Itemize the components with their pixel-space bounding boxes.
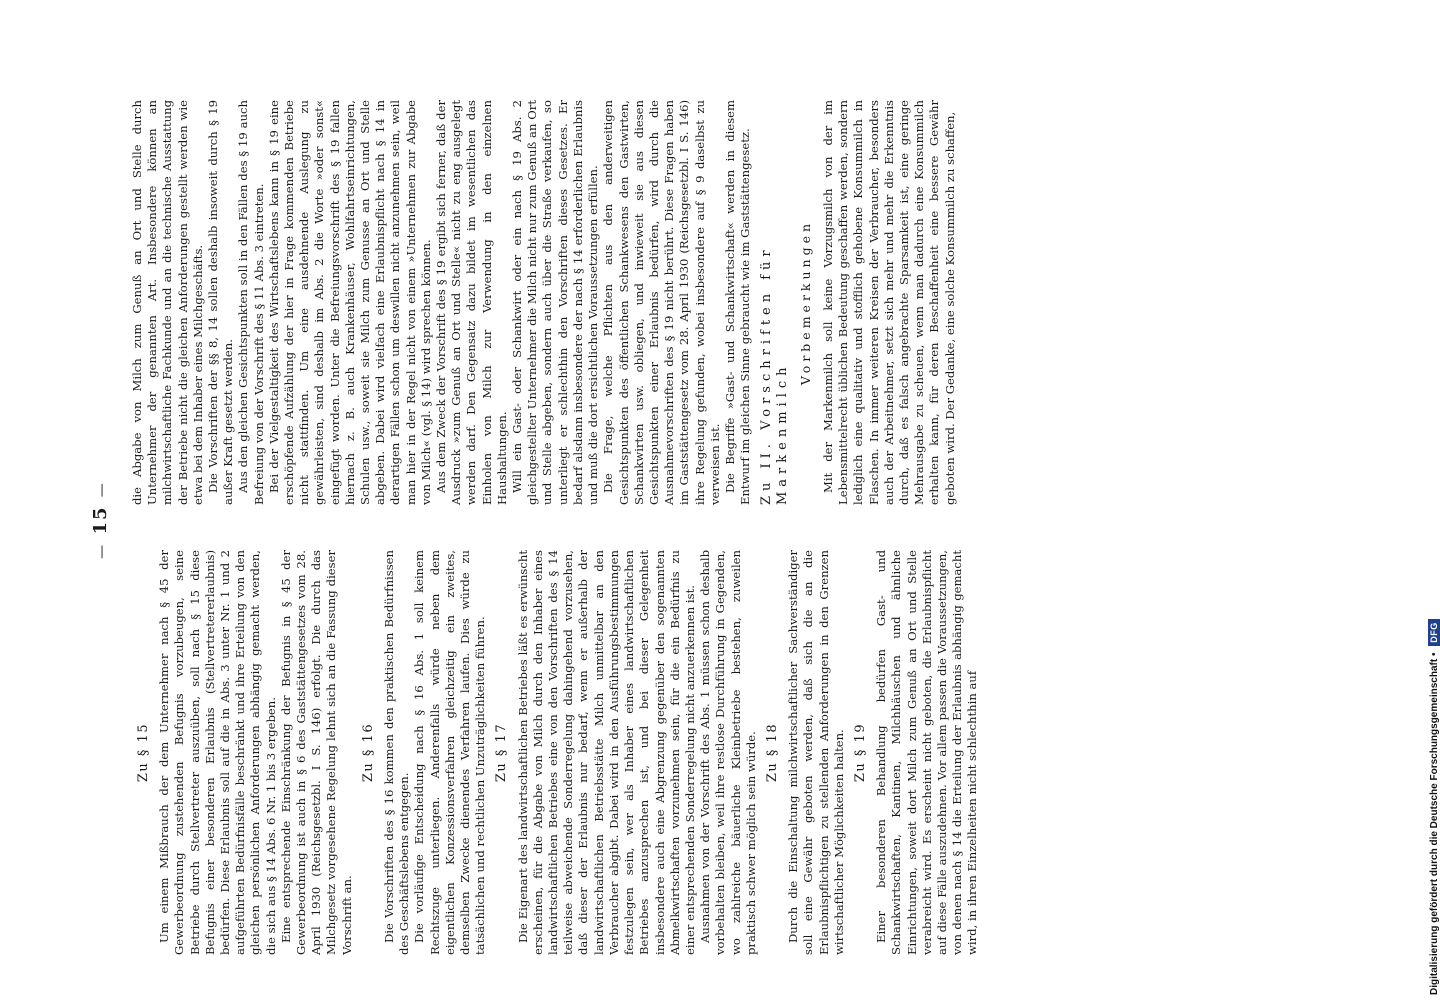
page-number-dash-left: —	[94, 542, 110, 559]
rotated-document-page	[90, 85, 990, 955]
paragraph: Bei der Vielgestaltigkeit des Wirtschaftslebens kann in § 19 eine erschöpfende Aufzählung der hier in Frage kommenden Betriebe nicht stattfinden. Um eine ausdehnende Auslegung zu gewährleisten, sind deshalb im Abs. 2 die Worte »oder sonst« eingefügt worden. Unter die Befreiungsvorschrift des § 19 fallen hiernach z. B. auch Krankenhäuser, Wohlfahrtseinrichtungen, Schulen usw., soweit sie Milch zum Genusse an Ort und Stelle abgeben. Dabei wird vielfach eine Erlaubnispflicht nach § 14 in derartigen Fällen schon um deswillen nicht anzunehmen sein, weil man hier in der Regel nicht von einem »Unternehmen zur Abgabe von Milch« (vgl. § 14) wird sprechen können.	[266, 100, 433, 505]
page-number	[90, 470, 111, 570]
paragraph: Will ein Gast- oder Schankwirt oder ein nach § 19 Abs. 2 gleichgestellter Unternehmer die Milch nicht nur zum Genuß an Ort und Stelle abgeben, sondern auch über die Straße verkaufen, so unterliegt er schlechthin den Vorschriften dieses Gesetzes. Er bedarf alsdann insbesondere der nach § 14 erforderlichen Erlaubnis und muß die dort ersichtlichen Voraussetzungen erfüllen.	[510, 100, 601, 505]
section-heading-17: Zu § 17	[494, 722, 510, 783]
paragraph: Die vorläufige Entscheidung nach § 16 Abs. 1 soll keinem Rechtszuge unterliegen. Anderenfalls würde neben dem eigentlichen Konzessionsverfahren gleichzeitig ein zweites, demselben Zwecke dienendes Verfahren laufen. Dies würde zu tatsächlichen und rechtlichen Unzuträglichkeiten führen.	[412, 550, 488, 955]
page-number-value: 15	[90, 505, 111, 535]
left-column	[130, 550, 981, 955]
paragraph: Um einem Mißbrauch der dem Unternehmer nach § 45 der Gewerbeordnung zustehenden Befugnis vorzubeugen, seine Betriebe durch Stellvertreter auszuüben, soll nach § 15 diese Befugnis einer besonderen Erlaubnis (Stellvertretererlaubnis) bedürfen. Diese Erlaubnis soll auf die in Abs. 3 unter Nr. 1 und 2 aufgeführten Bedürfnisfälle beschränkt und ihre Erteilung von den gleichen persönlichen Anforderungen abhängig gemacht werden, die sich aus § 14 Abs. 6 Nr. 1 bis 3 ergeben.	[157, 550, 278, 955]
page-number-dash-right: —	[94, 481, 110, 498]
paragraph: Die Vorschriften der §§ 8, 14 sollen deshalb insoweit durch § 19 außer Kraft gesetzt werden.	[206, 100, 236, 505]
right-column	[130, 100, 958, 505]
section-heading-ii: Zu II. Vorschriften für Markenmilch	[759, 245, 790, 505]
section-heading-18: Zu § 18	[764, 722, 780, 783]
paragraph: Durch die Einschaltung milchwirtschaftlicher Sachverständiger soll eine Gewähr geboten werden, daß sich die an die Erlaubnispflichtigen zu stellenden Anforderungen in den Grenzen wirtschaftlicher Möglichkeiten halten.	[786, 550, 846, 955]
subsection-heading-vorbemerkungen: Vorbemerkungen	[797, 219, 813, 386]
paragraph: Mit der Markenmilch soll keine Vorzugsmilch von der im Lebensmittelrecht üblichen Bedeutung geschaffen werden, sondern lediglich eine qualitativ und stofflich gehobene Konsummilch in Flaschen. In immer weiteren Kreisen der Verbraucher, besonders auch der Arbeitnehmer, setzt sich mehr und mehr die Erkenntnis durch, daß es falsch angebrachte Sparsamkeit ist, eine geringe Mehrausgabe zu scheuen, wenn man dadurch eine Konsummilch erhalten kann, für deren Beschaffenheit eine bessere Gewähr geboten wird. Der Gedanke, eine solche Konsummilch zu schaffen,	[820, 100, 957, 505]
paragraph: Die Frage, welche Pflichten aus den anderweitigen Gesichtspunkten des öffentlichen Schankwesens den Gastwirten, Schankwirten usw. obliegen, und inwieweit sie aus diesen Gesichtspunkten einer Erlaubnis bedürfen, wird durch die Ausnahmevorschriften des § 19 nicht berührt. Diese Fragen haben im Gaststättengesetz vom 28. April 1930 (Reichsgesetzbl. I S. 146) ihre Regelung gefunden, wobei insbesondere auf § 9 daselbst zu verweisen ist.	[601, 100, 722, 505]
section-heading-19: Zu § 19	[852, 722, 868, 783]
paragraph: Die Begriffe »Gast- und Schankwirtschaft« werden in diesem Entwurf im gleichen Sinne gebraucht wie im Gaststättengesetz.	[722, 100, 753, 505]
paragraph: Aus dem Zweck der Vorschrift des § 19 ergibt sich ferner, daß der Ausdruck »zum Genuß an Ort und Stelle« nicht zu eng ausgelegt werden darf. Den Gegensatz dazu bildet im wesentlichen das Einholen von Milch zur Verwendung in den einzelnen Haushaltungen.	[434, 100, 509, 505]
paragraph: Einer besonderen Behandlung bedürfen Gast- und Schankwirtschaften, Kantinen, Milchhäuschen und ähnliche Einrichtungen, soweit dort Milch zum Genuß an Ort und Stelle verabreicht wird. Es erscheint nicht geboten, die Erlaubnispflicht auf diese Fälle auszudehnen. Vor allem passen die Voraussetzungen, von denen nach § 14 die Erteilung der Erlaubnis abhängig gemacht wird, in ihren Einzelheiten nicht schlechthin auf	[874, 550, 980, 955]
paragraph: Die Vorschriften des § 16 kommen den praktischen Bedürfnissen des Geschäftslebens entgegen.	[382, 550, 412, 955]
paragraph: Ausnahmen von der Vorschrift des Abs. 1 müssen schon deshalb vorbehalten bleiben, weil ihre restlose Durchführung in Gegenden, wo zahlreiche bäuerliche Kleinbetriebe bestehen, zuweilen praktisch schwer möglich sein würde.	[698, 550, 758, 955]
credit-text: Digitalisierung gefördert durch die Deutsche Forschungsgemeinschaft •	[1429, 652, 1440, 995]
dfg-logo: DFG	[1428, 619, 1440, 646]
paragraph: Die Eigenart des landwirtschaftlichen Betriebes läßt es erwünscht erscheinen, für die Abgabe von Milch durch den Inhaber eines landwirtschaftlichen Betriebes eine von den Vorschriften des § 14 teilweise abweichende Sonderregelung dahingehend vorzusehen, daß dieser der Erlaubnis nur bedarf, wenn er außerhalb der landwirtschaftlichen Betriebsstätte Milch unmittelbar an den Verbraucher abgibt. Dabei wird in den Ausführungsbestimmungen festzulegen sein, wer als Inhaber eines landwirtschaftlichen Betriebes anzusprechen ist, und bei dieser Gelegenheit insbesondere auch eine Abgrenzung gegenüber den sogenannten Abmelkwirtschaften vorzunehmen sein, für die ein Bedürfnis zu einer entsprechenden Sonderregelung nicht anzuerkennen ist.	[515, 550, 697, 955]
section-heading-15: Zu § 15	[136, 722, 151, 783]
paragraph: die Abgabe von Milch zum Genuß an Ort und Stelle durch Unternehmer der genannten Art. Insbesondere können an milchwirtschaftliche Fachkunde und an die technische Ausstattung der Betriebe nicht die gleichen Anforderungen gestellt werden wie etwa bei dem Inhaber eines Milchgeschäfts.	[130, 100, 205, 505]
paragraph: Eine entsprechende Einschränkung der Befugnis in § 45 der Gewerbeordnung ist auch in § 6 des Gaststättengesetzes vom 28. April 1930 (Reichsgesetzbl. I S. 146) erfolgt. Die durch das Milchgesetz vorgesehene Regelung lehnt sich an die Fassung dieser Vorschrift an.	[278, 550, 354, 955]
section-heading-16: Zu § 16	[360, 722, 376, 783]
paragraph: Aus den gleichen Gesichtspunkten soll in den Fällen des § 19 auch Befreiung von der Vorschrift des § 11 Abs. 3 eintreten.	[236, 100, 266, 505]
digitization-credit	[1428, 5, 1440, 995]
